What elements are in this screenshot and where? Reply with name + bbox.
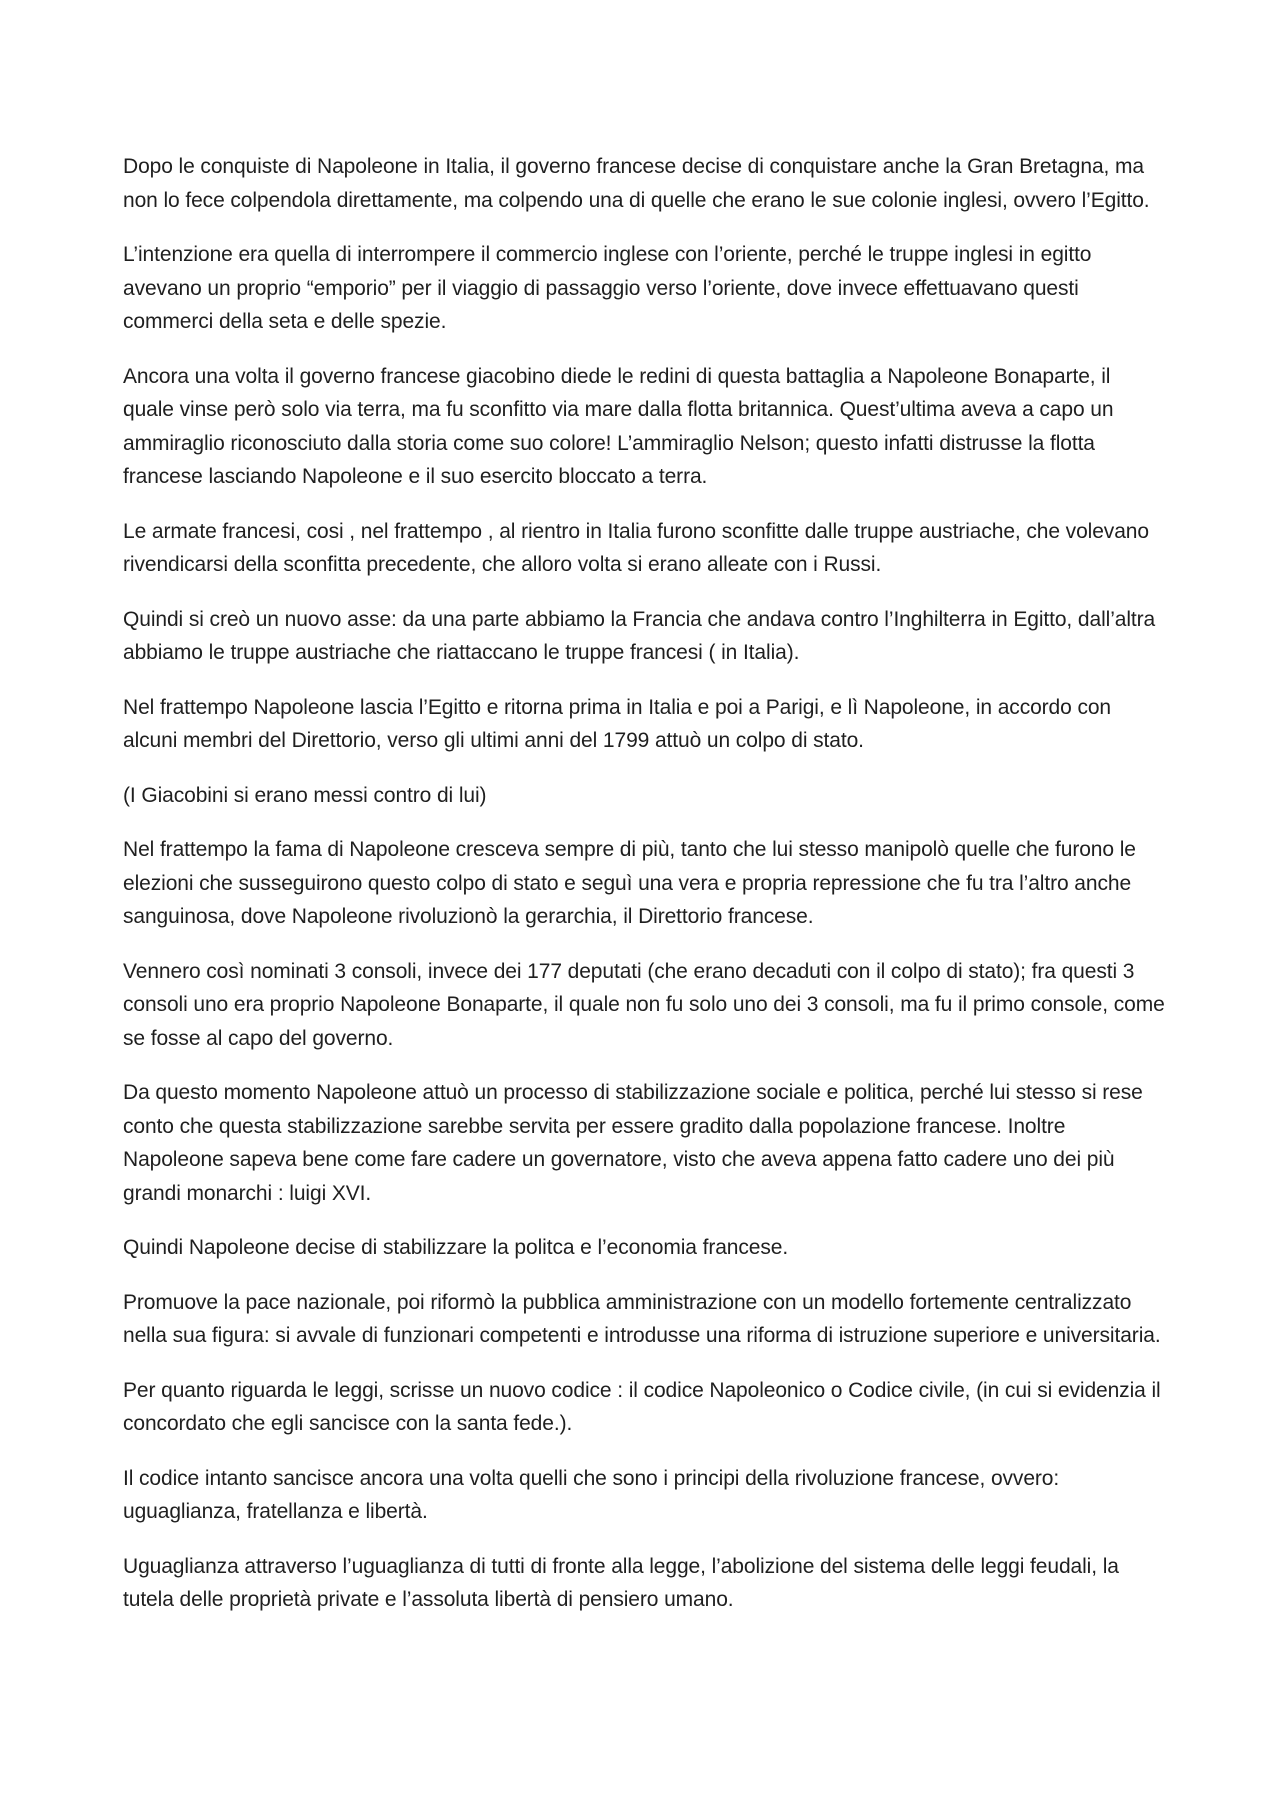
paragraph: L’intenzione era quella di interrompere il commercio inglese con l’oriente, perché le truppe inglesi in egitto avevano un proprio “emporio” per il viaggio di passaggio verso l’oriente, dove invece effettuavano questi commerci della seta e delle spezie. <box>123 243 1092 333</box>
paragraph: Quindi si creò un nuovo asse: da una parte abbiamo la Francia che andava contro l’Inghilterra in Egitto, dall’altra abbiamo le truppe austriache che riattaccano le truppe francesi ( in Italia). <box>123 607 1156 664</box>
paragraph: Quindi Napoleone decise di stabilizzare la politca e l’economia francese. <box>123 1236 789 1259</box>
paragraph: Vennero così nominati 3 consoli, invece dei 177 deputati (che erano decaduti con il colpo di stato); fra questi 3 consoli uno era proprio Napoleone Bonaparte, il quale non fu solo uno dei 3 consoli, ma fu il primo console, come se fosse al capo del governo. <box>123 959 1165 1050</box>
paragraph: Nel frattempo la fama di Napoleone cresceva sempre di più, tanto che lui stesso manipolò quelle che furono le elezioni che susseguirono questo colpo di stato e seguì una vera e propria repressione che fu tra l’altro anche sanguinosa, dove Napoleone rivoluzionò la gerarchia, il Direttorio francese. <box>123 838 1136 928</box>
paragraph: Le armate francesi, cosi , nel frattempo , al rientro in Italia furono sconfitte dalle truppe austriache, che volevano rivendicarsi della sconfitta precedente, che alloro volta si erano alleate con i Russi. <box>123 519 1149 576</box>
paragraph: Per quanto riguarda le leggi, scrisse un nuovo codice : il codice Napoleonico o Codice civile, (in cui si evidenzia il concordato che egli sancisce con la santa fede.). <box>123 1378 1161 1435</box>
paragraph: Da questo momento Napoleone attuò un processo di stabilizzazione sociale e politica, perché lui stesso si rese conto che questa stabilizzazione sarebbe servita per essere gradito dalla popolazione francese. Inoltre Napoleone sapeva bene come fare cadere un governatore, visto che aveva appena fatto cadere uno dei più grandi monarchi : luigi XVI. <box>123 1081 1143 1205</box>
paragraph: Il codice intanto sancisce ancora una volta quelli che sono i principi della rivoluzione francese, ovvero: uguaglianza, fratellanza e libertà. <box>123 1466 1060 1523</box>
paragraph: Nel frattempo Napoleone lascia l’Egitto e ritorna prima in Italia e poi a Parigi, e lì Napoleone, in accordo con alcuni membri del Direttorio, verso gli ultimi anni del 1799 attuò un colpo di stato. <box>123 695 1112 752</box>
paragraph: Uguaglianza attraverso l’uguaglianza di tutti di fronte alla legge, l’abolizione del sistema delle leggi feudali, la tutela delle proprietà private e l’assoluta libertà di pensiero umano. <box>123 1554 1119 1611</box>
document-body <box>123 150 1165 1617</box>
paragraph: Dopo le conquiste di Napoleone in Italia, il governo francese decise di conquistare anche la Gran Bretagna, ma non lo fece colpendola direttamente, ma colpendo una di quelle che erano le sue colonie inglesi, ovvero l’Egitto. <box>123 155 1150 212</box>
paragraph: Promuove la pace nazionale, poi riformò la pubblica amministrazione con un modello fortemente centralizzato nella sua figura: si avvale di funzionari competenti e introdusse una riforma di istruzione superiore e universitaria. <box>123 1290 1161 1347</box>
paragraph: (I Giacobini si erano messi contro di lui) <box>123 783 487 807</box>
paragraph: Ancora una volta il governo francese giacobino diede le redini di questa battaglia a Napoleone Bonaparte, il quale vinse però solo via terra, ma fu sconfitto via mare dalla flotta britannica. Quest’ultima aveva a capo un ammiraglio riconosciuto dalla storia come suo colore! L’ammiraglio Nelson; questo infatti distrusse la flotta francese lasciando Napoleone e il suo esercito bloccato a terra. <box>123 364 1114 488</box>
